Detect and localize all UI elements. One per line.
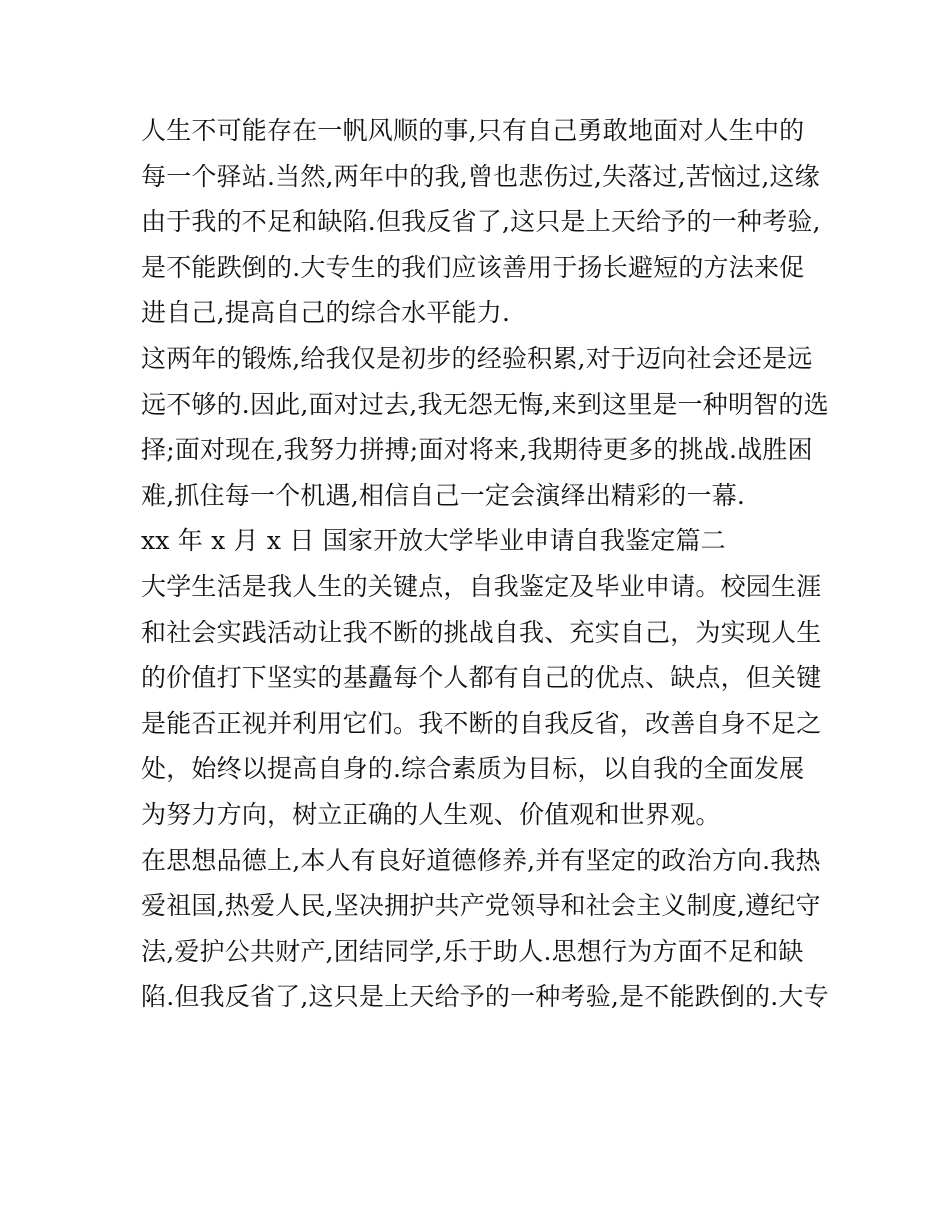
text-line: 是不能跌倒的.大专生的我们应该善用于扬长避短的方法来促 — [141, 252, 805, 282]
text-line: 择;面对现在,我努力拼搏;面对将来,我期待更多的挑战.战胜困 — [141, 435, 813, 465]
text-line: 陷.但我反省了,这只是上天给予的一种考验,是不能跌倒的.大专 — [141, 982, 829, 1012]
text-line: 是能否正视并利用它们。我不断的自我反省，改善自身不足之 — [141, 708, 822, 738]
text-line: 远不够的.因此,面对过去,我无怨无悔,来到这里是一种明智的选 — [141, 389, 829, 419]
text-line: 由于我的不足和缺陷.但我反省了,这只是上天给予的一种考验, — [141, 207, 821, 237]
document-body — [141, 108, 829, 1020]
text-line: 进自己,提高自己的综合水平能力. — [141, 298, 511, 328]
text-line: 大学生活是我人生的关键点，自我鉴定及毕业申请。校园生涯 — [141, 571, 822, 601]
text-line: 人生不可能存在一帆风顺的事,只有自己勇敢地面对人生中的 — [141, 116, 805, 145]
text-line: 在思想品德上,本人有良好道德修养,并有坚定的政治方向.我热 — [141, 845, 821, 875]
text-line: 难,抓住每一个机遇,相信自己一定会演绎出精彩的一幕. — [141, 480, 746, 510]
section-heading: xx 年 x 月 x 日 国家开放大学毕业申请自我鉴定篇二 — [141, 526, 726, 556]
text-line: 每一个驿站.当然,两年中的我,曾也悲伤过,失落过,苦恼过,这缘 — [141, 161, 820, 191]
text-line: 处，始终以提高自身的.综合素质为目标，以自我的全面发展 — [141, 754, 805, 784]
text-line: 为努力方向，树立正确的人生观、价值观和世界观。 — [141, 799, 721, 829]
text-line: 和社会实践活动让我不断的挑战自我、充实自己，为实现人生 — [141, 617, 822, 647]
text-line: 这两年的锻炼,给我仅是初步的经验积累,对于迈向社会还是远 — [141, 343, 813, 373]
text-line: 的价值打下坚实的基矗每个人都有自己的优点、缺点，但关键 — [141, 663, 822, 693]
text-line: 法,爱护公共财产,团结同学,乐于助人.思想行为方面不足和缺 — [141, 936, 804, 966]
text-line: 爱祖国,热爱人民,坚决拥护共产党领导和社会主义制度,遵纪守 — [141, 891, 821, 921]
